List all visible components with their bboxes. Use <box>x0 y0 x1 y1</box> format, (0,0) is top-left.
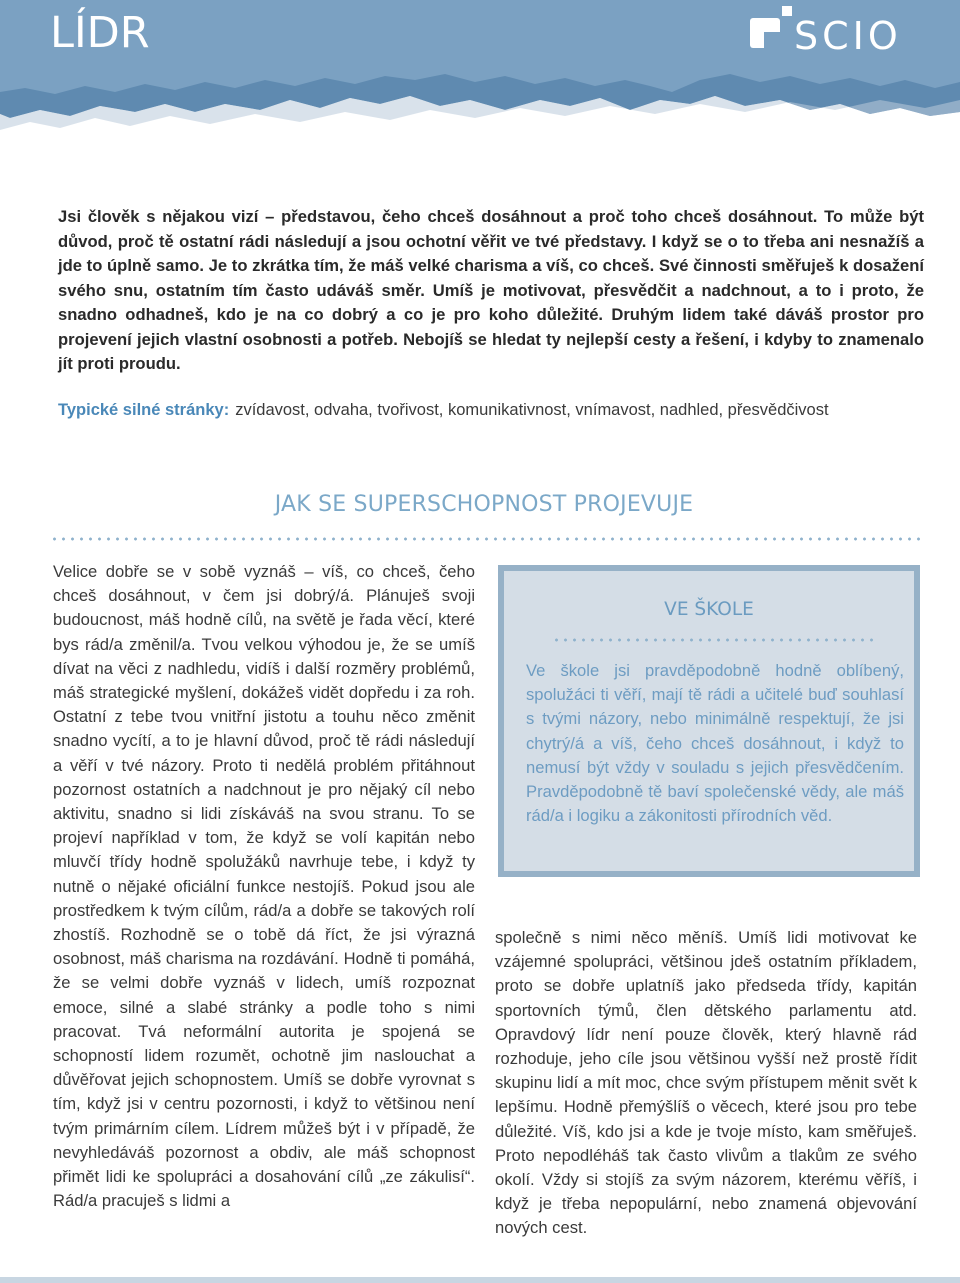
scio-logo-mark <box>750 6 794 60</box>
body-right-column: společně s nimi něco měníš. Umíš lidi motivovat ke vzájemné spolupráci, většinou jdeš ostatním příkladem, proto se dobře uplatníš jako předseda třídy, kapitán sportovních týmů, člen dětského parlamentu atd. Opravdový lídr není pouze člověk, který hlavně rád rozhoduje, jeho cíle jsou většinou vyšší než prostě řídit skupinu lidí a mít moc, chce svým přístupem měnit svět k lepšímu. Hodně přemýšlíš o věcech, které jsou pro tebe důležité. Víš, kdo jsi a kde je tvoje místo, kam směřuješ. Proto nepodléháš tak často vlivům a tlakům ze svého okolí. Vždy si stojíš za svým názorem, kterému věříš, i když je třeba nepopulární, nebo znamená objevování nových cest. <box>495 928 917 1238</box>
scio-logo-text: SCIO <box>794 14 902 58</box>
strengths-value: zvídavost, odvaha, tvořivost, komunikativnost, vnímavost, nadhled, přesvědčivost <box>235 401 829 419</box>
school-box-title: VE ŠKOLE <box>664 599 754 620</box>
section-title-text: JAK SE SUPERSCHOPNOST PROJEVUJE <box>274 492 694 517</box>
dotted-divider <box>50 537 920 541</box>
header-banner <box>0 0 960 150</box>
body-left-column: Velice dobře se v sobě vyznáš – víš, co chceš, čeho chceš dosáhnout, v čem jsi dobrý/á. Plánuješ svoji budoucnost, máš hodně cílů, na světě je řada věcí, které bys rád/a změnil/a. Tvou velkou výhodou je, že se umíš dívat na věci z nadhledu, vidíš i další rozměry problémů, máš strategické myšlení, dokážeš vidět dopředu i za roh. Ostatní z tebe tvou vnitřní jistotu a touhu něco změnit snadno vycítí, a to je hlavní důvod, proč tě rádi následují a věří v tvé názory. Proto ti nedělá problém přitáhnout pozornost ostatních a nadchnout je pro nějaký cíl nebo aktivitu, snadno si lidi získáváš na svou stranu. To se projeví například v tom, že když se volí kapitán nebo mluvčí třídy hodně spolužáků navrhuje tebe, i když ty nutně o nějaké oficiální funkce nestojíš. Pokud jsou ale prostředkem k tvým cílům, rád/a a dobře se takových rolí zhostíš. Rozhodně se o tobě dá říct, že jsi výrazná osobnost, máš charisma na rozdávání. Hodně ti pomáhá, že se velmi dobře vyznáš v lidech, umíš rozpoznat emoce, silné a slabé stránky a podle toho s nimi pracovat. Tvá neformální autorita je spojená se schopností lidem rozumět, ochotně jim naslouchat a důvěřovat jejich schopnostem. Umíš se dobře vyrovnat s tím, když jsi v centru pozornosti, i když to většinou není tvým primárním cílem. Lídrem můžeš být i v případě, že nevyhledáváš pozornost a obdiv, ale máš schopnost přimět lidi ke spolupráci a dosahování cílů „ze zákulisí“. Rád/a pracuješ s lidmi a <box>53 562 475 1211</box>
strengths-line <box>58 398 858 423</box>
intro-paragraph: Jsi člověk s nějakou vizí – představou, čeho chceš dosáhnout a proč toho chceš dosáhnout. To může být důvod, proč tě ostatní rádi následují a jsou ochotní věřit ve tvé představy. I když se o to třeba ani nesnažíš a jde to úplně samo. Je to zkrátka tím, že máš velké charisma a víš, co chceš. Své činnosti směřuješ k dosažení svého snu, ostatním tím často udáváš směr. Umíš je motivovat, přesvědčit a nadchnout, a to i proto, že snadno odhadneš, kdo je na co dobrý a co je pro koho důležité. Druhým lidem také dáváš prostor pro projevení jejich vlastní osobnosti a potřeb. Nebojíš se hledat ty nejlepší cesty a řešení, i kdyby to znamenalo jít proti proudu. <box>58 207 924 373</box>
school-box-divider <box>552 638 874 642</box>
section-title <box>0 492 960 517</box>
footer-rule <box>0 1277 960 1283</box>
school-box-text: Ve škole jsi pravděpodobně hodně oblíbený, spolužáci ti věří, mají tě rádi a učitelé buď souhlasí s tvými názory, nebo minimálně respektují, že jsi chytrý/á a víš, čeho chceš dosáhnout, i když to nemusí být vždy v souladu s jejich přesvědčením. Pravděpodobně tě baví společenské vědy, ale máš rád/a i logiku a zákonitosti přírodních věd. <box>526 661 904 826</box>
school-sidebar-box <box>498 565 920 877</box>
strengths-label: Typické silné stránky: <box>58 401 230 419</box>
page-title: LÍDR <box>50 8 150 58</box>
